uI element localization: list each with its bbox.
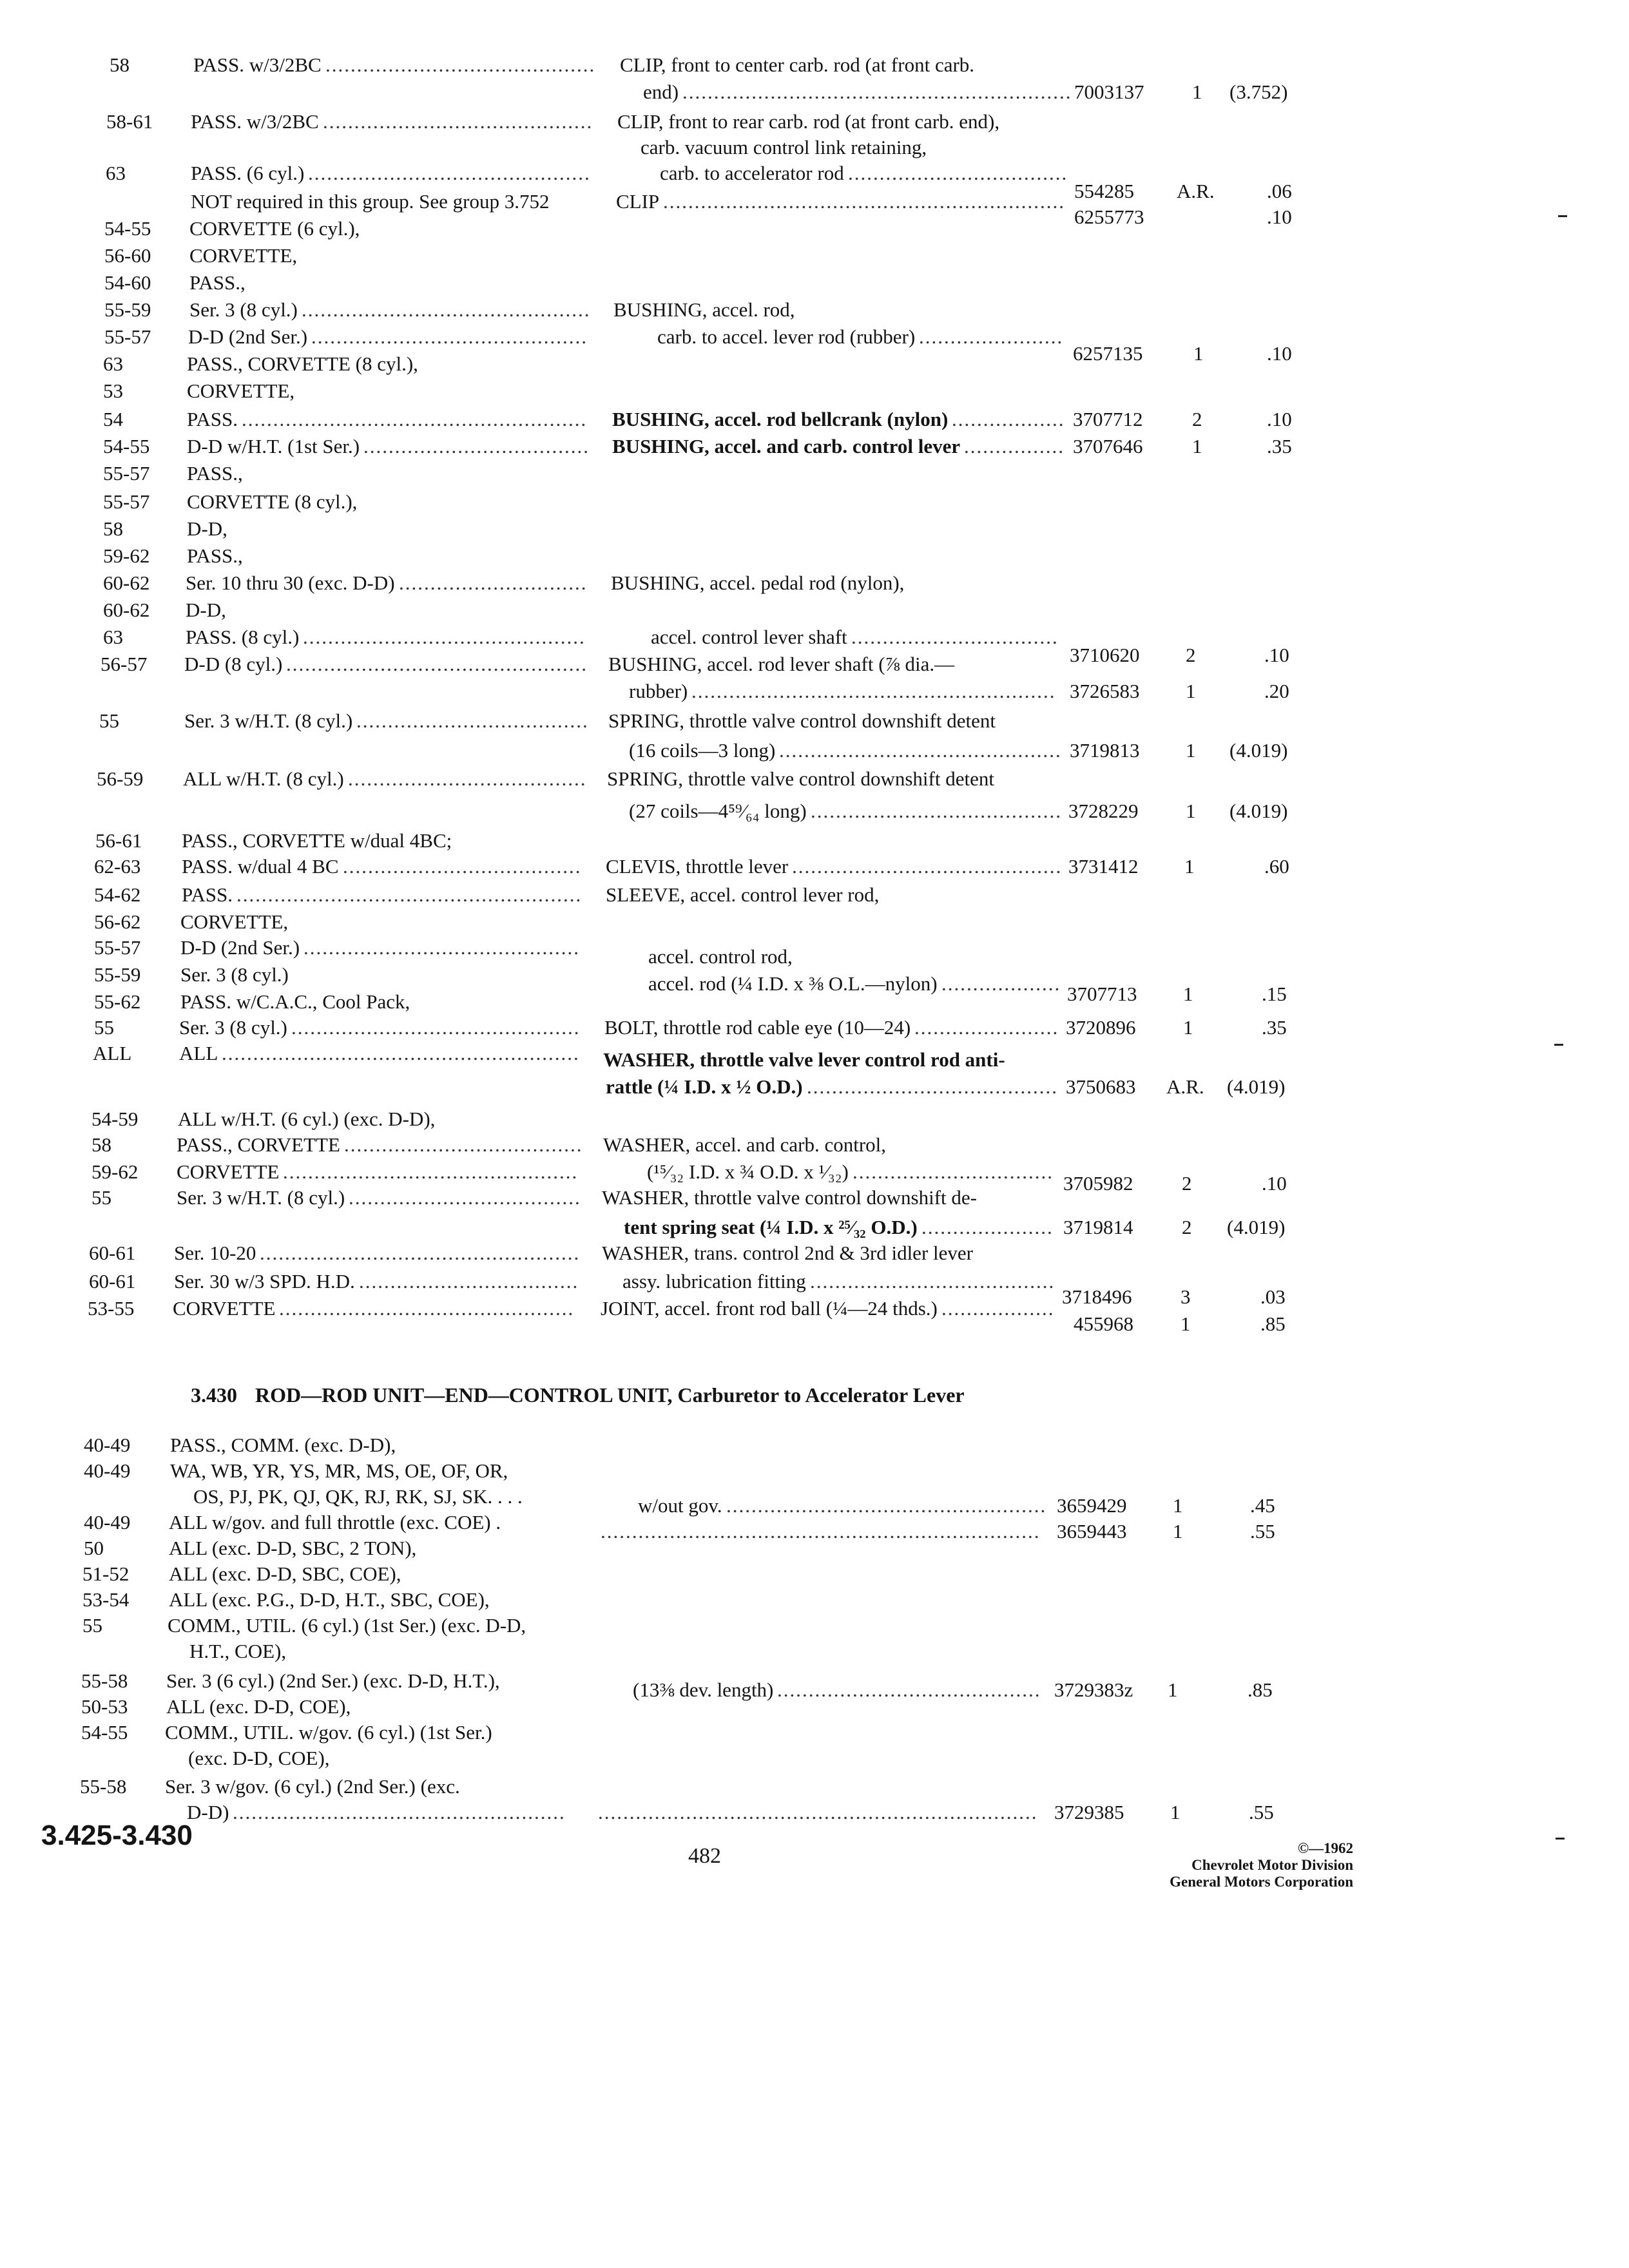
part-description: WASHER, throttle valve lever control rod anti- <box>603 1048 1005 1071</box>
part-number: 3707646 <box>1073 435 1143 457</box>
price-or-reference: (4.019) <box>1229 739 1288 762</box>
year-range: 63 <box>103 352 123 375</box>
price-or-reference: (3.752) <box>1229 81 1288 103</box>
year-range: 54 <box>103 408 123 430</box>
application-text: D-D (2nd Ser.) <box>188 325 308 348</box>
application-text: CORVETTE, <box>180 910 289 933</box>
part-description: SLEEVE, accel. control lever rod, <box>606 883 880 906</box>
part-description: CLIP, front to rear carb. rod (at front carb. end), <box>617 110 1000 133</box>
dot-leader: ................................................ <box>286 653 588 675</box>
part-description: BUSHING, accel. rod lever shaft (⅞ dia.— <box>608 653 955 675</box>
part-description: SPRING, throttle valve control downshift detent <box>607 767 994 790</box>
dot-leader: ........................................... <box>792 855 1063 878</box>
dot-leader: ............................................ <box>304 936 580 959</box>
section-title: ROD—ROD UNIT—END—CONTROL UNIT, Carburetor to Accelerator Lever <box>255 1383 965 1407</box>
dot-leader: ................................. <box>851 626 1059 648</box>
dot-leader: ...................................... <box>344 1133 583 1156</box>
price-or-reference: .20 <box>1264 680 1289 702</box>
price-or-reference: .85 <box>1248 1678 1273 1701</box>
margin-mark <box>1554 1044 1563 1046</box>
application-text: NOT required in this group. See group 3.752 <box>191 190 550 213</box>
dot-leader: .............................................. <box>302 298 591 321</box>
application-text: Ser. 10 thru 30 (exc. D-D) <box>186 572 395 594</box>
quantity: A.R. <box>1177 180 1215 202</box>
quantity: 1 <box>1186 800 1196 822</box>
copyright-year: ©—1962 <box>1297 1840 1353 1856</box>
year-range: 54-55 <box>104 217 151 240</box>
quantity: 2 <box>1182 1172 1192 1195</box>
year-range: 51-52 <box>82 1562 130 1585</box>
price-or-reference: (4.019) <box>1227 1075 1286 1098</box>
year-range: 60-62 <box>103 599 150 621</box>
dot-leader: ................................................... <box>260 1242 581 1264</box>
year-range: 62-63 <box>94 855 141 878</box>
quantity: 1 <box>1184 855 1195 878</box>
quantity: 3 <box>1181 1285 1191 1308</box>
application-text: WA, WB, YR, YS, MR, MS, OE, OF, OR, <box>170 1459 508 1482</box>
application-text: PASS. w/C.A.C., Cool Pack, <box>180 990 410 1013</box>
part-description: CLIP, front to center carb. rod (at front carb. <box>620 53 975 76</box>
year-range: 55-58 <box>80 1775 127 1798</box>
dot-leader: ....................................... <box>810 1270 1055 1293</box>
application-text: (exc. D-D, COE), <box>188 1747 330 1769</box>
quantity: 1 <box>1173 1520 1183 1542</box>
year-range: 56-57 <box>101 653 148 675</box>
price-or-reference: (4.019) <box>1229 800 1288 822</box>
year-range: 40-49 <box>84 1434 131 1456</box>
year-range: 55 <box>82 1614 102 1637</box>
part-number: 3731412 <box>1068 855 1139 878</box>
dot-leader: .................. <box>952 408 1065 430</box>
part-description: BUSHING, accel. rod bellcrank (nylon) <box>612 408 949 430</box>
part-description: carb. vacuum control link retaining, <box>641 136 927 159</box>
part-description: BOLT, throttle rod cable eye (10—24) <box>604 1016 911 1039</box>
dot-leader: ..................... <box>921 1216 1054 1238</box>
price-or-reference: .85 <box>1260 1312 1286 1335</box>
application-text: ALL w/H.T. (8 cyl.) <box>183 767 344 790</box>
part-description: accel. rod (¼ I.D. x ⅜ O.L.—nylon) <box>648 972 938 995</box>
year-range: 56-61 <box>95 829 142 852</box>
application-text: CORVETTE, <box>187 380 295 402</box>
dot-leader: ................................... <box>359 1270 579 1293</box>
part-number: 3719813 <box>1070 739 1140 762</box>
price-or-reference: .06 <box>1267 180 1292 202</box>
application-text: PASS., CORVETTE <box>177 1133 340 1156</box>
quantity: 1 <box>1193 342 1204 365</box>
part-description: WASHER, throttle valve control downshift de- <box>602 1186 978 1209</box>
application-text: PASS. w/3/2BC <box>193 53 322 76</box>
quantity: 1 <box>1183 983 1193 1005</box>
page-number: 482 <box>688 1844 721 1868</box>
price-or-reference: .55 <box>1249 1801 1274 1823</box>
dot-leader: ........................................ <box>807 1075 1058 1098</box>
application-text: PASS. w/dual 4 BC <box>182 855 339 878</box>
application-text: PASS., CORVETTE (8 cyl.), <box>187 352 418 375</box>
dot-leader: ...................................................................... <box>601 1520 1041 1542</box>
application-text: PASS., COMM. (exc. D-D), <box>170 1434 396 1456</box>
copyright-block <box>1095 1840 1353 1890</box>
application-text: Ser. 3 (8 cyl.) <box>180 963 289 986</box>
section-heading <box>191 1383 965 1407</box>
application-text: D-D, <box>186 599 226 621</box>
application-text: PASS. <box>187 408 238 430</box>
year-range: 54-59 <box>92 1108 139 1130</box>
application-text: PASS. w/3/2BC <box>191 110 319 133</box>
application-text: PASS., CORVETTE w/dual 4BC; <box>182 829 452 852</box>
part-description: carb. to accelerator rod <box>660 162 844 184</box>
year-range: 58-61 <box>106 110 153 133</box>
year-range: 60-61 <box>89 1270 136 1293</box>
year-range: 55-57 <box>94 936 141 959</box>
quantity: A.R. <box>1166 1075 1204 1098</box>
application-text: CORVETTE <box>177 1160 280 1183</box>
year-range: 53-54 <box>82 1588 130 1611</box>
page-reference: 3.425-3.430 <box>41 1820 193 1851</box>
part-description: (¹⁵⁄₃₂ I.D. x ¾ O.D. x ¹⁄₃₂) <box>647 1160 849 1183</box>
quantity: 1 <box>1173 1494 1183 1517</box>
dot-leader: .......................................... <box>777 1678 1041 1701</box>
part-number: 3729383z <box>1054 1678 1133 1701</box>
part-description: WASHER, trans. control 2nd & 3rd idler lever <box>602 1242 973 1264</box>
dot-leader: ....................... <box>914 1016 1059 1039</box>
dot-leader: ................................................... <box>726 1494 1047 1517</box>
part-description: accel. control lever shaft <box>651 626 847 648</box>
dot-leader: .................. <box>941 1297 1055 1320</box>
dot-leader: ...................................................................... <box>598 1801 1038 1823</box>
part-description: carb. to accel. lever rod (rubber) <box>657 325 916 348</box>
application-text: PASS., <box>189 271 246 294</box>
application-text: Ser. 3 (8 cyl.) <box>179 1016 287 1039</box>
price-or-reference: .10 <box>1267 206 1292 228</box>
dot-leader: ................ <box>964 435 1065 457</box>
dot-leader: ................... <box>941 972 1061 995</box>
part-number: 455968 <box>1074 1312 1133 1335</box>
part-number: 6255773 <box>1074 206 1144 228</box>
application-text: D-D w/H.T. (1st Ser.) <box>187 435 360 457</box>
application-text: CORVETTE (6 cyl.), <box>189 217 360 240</box>
price-or-reference: .35 <box>1267 435 1292 457</box>
price-or-reference: .03 <box>1260 1285 1286 1308</box>
quantity: 1 <box>1192 435 1202 457</box>
section-number: 3.430 <box>191 1383 237 1407</box>
dot-leader: .......................................................... <box>691 680 1056 702</box>
dot-leader: ....................................................... <box>242 408 588 430</box>
application-text: D-D (2nd Ser.) <box>180 936 300 959</box>
year-range: 56-62 <box>94 910 141 933</box>
year-range: 54-62 <box>94 883 141 906</box>
dot-leader: ................................................................ <box>663 190 1065 213</box>
part-number: 3659443 <box>1057 1520 1127 1542</box>
application-text: ALL (exc. P.G., D-D, H.T., SBC, COE), <box>169 1588 490 1611</box>
dot-leader: ........................................ <box>811 800 1062 822</box>
application-text: CORVETTE (8 cyl.), <box>187 490 358 513</box>
year-range: 55-57 <box>103 462 150 485</box>
part-number: 6257135 <box>1073 342 1143 365</box>
price-or-reference: .15 <box>1262 983 1287 1005</box>
dot-leader: ............................................... <box>283 1160 579 1183</box>
year-range: 56-59 <box>97 767 144 790</box>
part-description: tent spring seat (¼ I.D. x ²⁵⁄₃₂ O.D.) <box>624 1216 918 1238</box>
year-range: 40-49 <box>84 1511 131 1533</box>
year-range: 53 <box>103 380 123 402</box>
application-text: COMM., UTIL. (6 cyl.) (1st Ser.) (exc. D-D, <box>168 1614 526 1637</box>
dot-leader: ...................................... <box>348 767 587 790</box>
year-range: 40-49 <box>84 1459 131 1482</box>
dot-leader: ................................ <box>853 1160 1054 1183</box>
year-range: 55 <box>92 1186 111 1209</box>
quantity: 1 <box>1186 680 1196 702</box>
part-description: BUSHING, accel. rod, <box>613 298 795 321</box>
year-range: 55-59 <box>94 963 141 986</box>
part-number: 3720896 <box>1066 1016 1136 1039</box>
application-text: PASS., <box>187 544 243 567</box>
part-description: (13⅜ dev. length) <box>633 1678 774 1701</box>
part-description: end) <box>643 81 679 103</box>
dot-leader: ...................................... <box>343 855 582 878</box>
application-text: OS, PJ, PK, QJ, QK, RJ, RK, SJ, SK. . . . <box>193 1485 523 1508</box>
part-number: 3719814 <box>1063 1216 1133 1238</box>
part-number: 3750683 <box>1066 1075 1136 1098</box>
year-range: ALL <box>93 1042 132 1064</box>
application-text: Ser. 3 w/gov. (6 cyl.) (2nd Ser.) (exc. <box>165 1775 460 1798</box>
application-text: PASS. <box>182 883 233 906</box>
application-text: Ser. 3 (8 cyl.) <box>189 298 298 321</box>
price-or-reference: .10 <box>1267 342 1292 365</box>
dot-leader: ....................................................... <box>236 883 583 906</box>
dot-leader: ........................................... <box>323 110 593 133</box>
part-number: 3659429 <box>1057 1494 1127 1517</box>
part-description: SPRING, throttle valve control downshift detent <box>608 709 996 732</box>
dot-leader: ......................................................... <box>222 1042 580 1064</box>
part-description: JOINT, accel. front rod ball (¼—24 thds.) <box>601 1297 938 1320</box>
application-text: PASS. (6 cyl.) <box>191 162 305 184</box>
price-or-reference: .10 <box>1262 1172 1287 1195</box>
application-text: ALL w/gov. and full throttle (exc. COE) . <box>169 1511 501 1533</box>
dot-leader: .............................. <box>399 572 588 594</box>
part-number: 3707713 <box>1067 983 1137 1005</box>
application-text: COMM., UTIL. w/gov. (6 cyl.) (1st Ser.) <box>165 1721 492 1744</box>
year-range: 60-62 <box>103 572 150 594</box>
price-or-reference: .10 <box>1264 644 1289 666</box>
dot-leader: .................................... <box>363 435 590 457</box>
part-number: 3705982 <box>1063 1172 1133 1195</box>
quantity: 1 <box>1181 1312 1191 1335</box>
dot-leader: .............................................. <box>291 1016 581 1039</box>
year-range: 58 <box>103 517 123 540</box>
application-text: Ser. 3 w/H.T. (8 cyl.) <box>184 709 353 732</box>
year-range: 58 <box>92 1133 111 1156</box>
application-text: Ser. 30 w/3 SPD. H.D. <box>174 1270 355 1293</box>
year-range: 58 <box>110 53 130 76</box>
application-text: CORVETTE <box>173 1297 276 1320</box>
year-range: 54-55 <box>103 435 150 457</box>
quantity: 2 <box>1182 1216 1192 1238</box>
part-description: CLEVIS, throttle lever <box>606 855 789 878</box>
quantity: 1 <box>1192 81 1202 103</box>
year-range: 59-62 <box>103 544 150 567</box>
quantity: 2 <box>1186 644 1196 666</box>
year-range: 55-57 <box>104 325 151 348</box>
application-text: ALL (exc. D-D, SBC, 2 TON), <box>169 1537 417 1559</box>
dot-leader: ..................................... <box>356 709 589 732</box>
quantity: 1 <box>1168 1678 1178 1701</box>
application-text: ALL w/H.T. (6 cyl.) (exc. D-D), <box>178 1108 436 1130</box>
application-text: CORVETTE, <box>189 244 298 267</box>
year-range: 60-61 <box>89 1242 136 1264</box>
dot-leader: .............................................................. <box>682 81 1072 103</box>
part-description: w/out gov. <box>638 1494 722 1517</box>
application-text: D-D (8 cyl.) <box>184 653 283 675</box>
price-or-reference: (4.019) <box>1227 1216 1286 1238</box>
year-range: 56-60 <box>104 244 151 267</box>
dot-leader: ............................................... <box>279 1297 575 1320</box>
year-range: 55-59 <box>104 298 151 321</box>
year-range: 59-62 <box>92 1160 139 1183</box>
part-description: (16 coils—3 long) <box>629 739 776 762</box>
application-text: PASS., <box>187 462 243 485</box>
copyright-division: Chevrolet Motor Division <box>1191 1857 1353 1873</box>
part-description: BUSHING, accel. and carb. control lever <box>612 435 961 457</box>
part-description: rattle (¼ I.D. x ½ O.D.) <box>606 1075 803 1098</box>
part-description: rubber) <box>629 680 688 702</box>
year-range: 63 <box>103 626 123 648</box>
part-number: 3710620 <box>1070 644 1140 666</box>
price-or-reference: .60 <box>1264 855 1289 878</box>
part-number: 554285 <box>1074 180 1134 202</box>
margin-mark <box>1556 1838 1565 1840</box>
dot-leader: ....................... <box>919 325 1064 348</box>
quantity: 2 <box>1192 408 1202 430</box>
year-range: 55 <box>94 1016 114 1039</box>
part-description: CLIP <box>616 190 660 213</box>
part-number: 3729385 <box>1054 1801 1124 1823</box>
copyright-corporation: General Motors Corporation <box>1170 1874 1353 1890</box>
quantity: 1 <box>1170 1801 1181 1823</box>
quantity: 1 <box>1183 1016 1193 1039</box>
year-range: 55 <box>99 709 119 732</box>
application-text: H.T., COE), <box>189 1640 287 1662</box>
dot-leader: ............................................ <box>311 325 588 348</box>
price-or-reference: .45 <box>1250 1494 1275 1517</box>
application-text: Ser. 10-20 <box>174 1242 256 1264</box>
year-range: 55-57 <box>103 490 150 513</box>
year-range: 50 <box>84 1537 104 1559</box>
year-range: 55-58 <box>81 1669 128 1692</box>
part-description: BUSHING, accel. pedal rod (nylon), <box>611 572 905 594</box>
dot-leader: ..................................... <box>349 1186 581 1209</box>
part-number: 3728229 <box>1068 800 1139 822</box>
application-text: Ser. 3 w/H.T. (8 cyl.) <box>177 1186 345 1209</box>
quantity: 1 <box>1186 739 1196 762</box>
margin-mark <box>1558 215 1567 217</box>
year-range: 55-62 <box>94 990 141 1013</box>
application-text: Ser. 3 (6 cyl.) (2nd Ser.) (exc. D-D, H.T.), <box>166 1669 500 1692</box>
dot-leader: ............................................. <box>303 626 586 648</box>
part-description: accel. control rod, <box>648 945 793 968</box>
year-range: 53-55 <box>88 1297 135 1320</box>
year-range: 63 <box>106 162 126 184</box>
part-number: 3726583 <box>1070 680 1140 702</box>
price-or-reference: .10 <box>1267 408 1292 430</box>
application-text: ALL <box>179 1042 218 1064</box>
year-range: 50-53 <box>81 1695 128 1718</box>
part-description: (27 coils—4⁵⁹⁄₆₄ long) <box>629 800 807 822</box>
part-description: WASHER, accel. and carb. control, <box>603 1133 887 1156</box>
application-text: PASS. (8 cyl.) <box>186 626 300 648</box>
application-text: D-D) <box>187 1801 229 1823</box>
dot-leader: ............................................. <box>779 739 1062 762</box>
application-text: D-D, <box>187 517 227 540</box>
application-text: ALL (exc. D-D, COE), <box>166 1695 351 1718</box>
application-text: ALL (exc. D-D, SBC, COE), <box>169 1562 401 1585</box>
year-range: 54-60 <box>104 271 151 294</box>
price-or-reference: .55 <box>1250 1520 1275 1542</box>
dot-leader: ........................................... <box>325 53 596 76</box>
part-number: 3718496 <box>1062 1285 1132 1308</box>
dot-leader: ..................................................... <box>233 1801 566 1823</box>
part-description: assy. lubrication fitting <box>622 1270 806 1293</box>
dot-leader: ............................................. <box>308 162 591 184</box>
year-range: 54-55 <box>81 1721 128 1744</box>
price-or-reference: .35 <box>1262 1016 1287 1039</box>
dot-leader: ................................... <box>848 162 1068 184</box>
part-number: 3707712 <box>1073 408 1143 430</box>
part-number: 7003137 <box>1074 81 1144 103</box>
